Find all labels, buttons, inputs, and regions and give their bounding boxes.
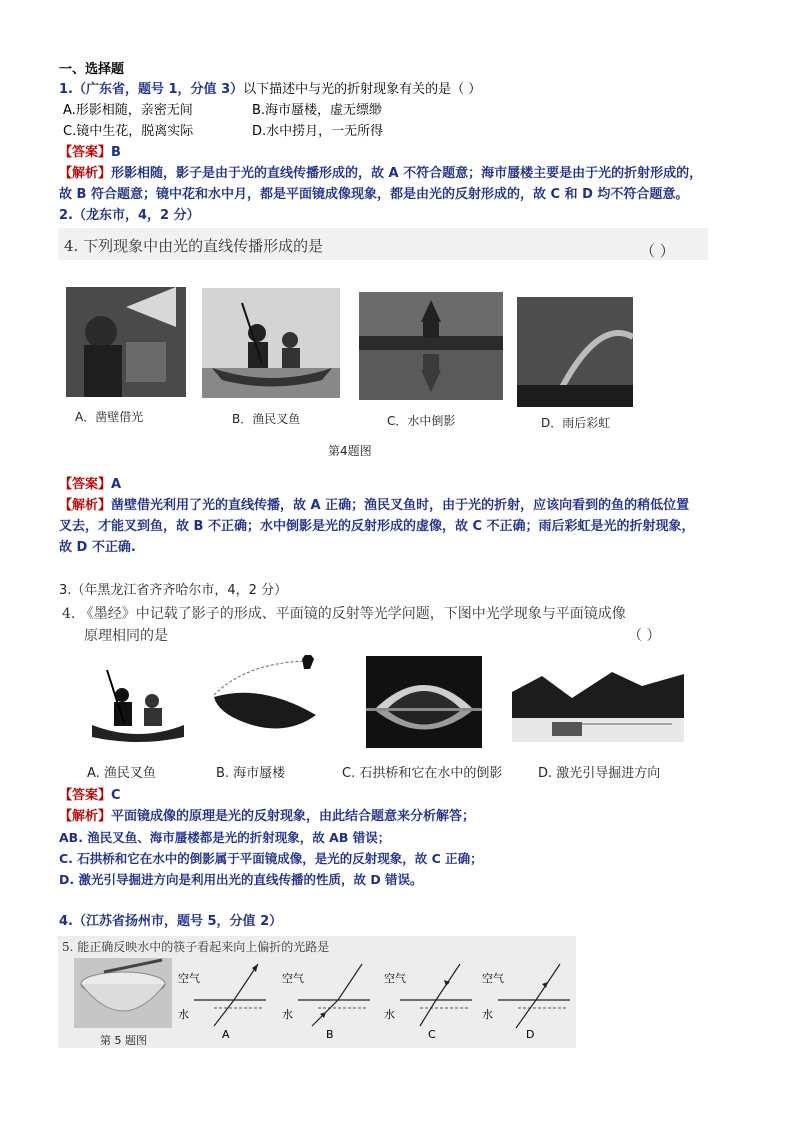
q3-analysis-line-4: D. 激光引导掘进方向是利用出光的直线传播的性质，故 D 错误。 xyxy=(59,872,423,887)
q1-option-d: D.水中捞月，一无所得 xyxy=(252,124,384,139)
q2-scanned-stem xyxy=(58,228,708,260)
q2-photo-d xyxy=(517,297,633,407)
q1-analysis-line-2: 故 B 符合题意；镜中花和水中月，都是平面镜成像现象，都是由光的反射形成的，故 C 和 D 均不符合题意。 xyxy=(59,187,689,202)
q3-picture-a xyxy=(92,665,184,745)
q3-analysis-line-2: AB. 渔民叉鱼、海市蜃楼都是光的折射现象，故 AB 错误； xyxy=(59,830,391,845)
q4-air-label-a: 空气 xyxy=(178,972,200,985)
q1-answer-tag: 【答案】 xyxy=(59,145,112,160)
q1-analysis-line-1: 【解析】形影相随，影子是由于光的直线传播形成的，故 A 不符合题意；海市蜃楼主要是由于光的折射形成的， xyxy=(59,166,703,181)
q1-option-a: A.形影相随，亲密无间 xyxy=(63,103,193,118)
q4-option-label-c: C xyxy=(428,1028,436,1041)
q2-analysis-tag: 【解析】 xyxy=(59,498,112,513)
q1-option-b: B.海市蜃楼，虚无缥缈 xyxy=(252,103,383,118)
q2-figure-caption: 第4题图 xyxy=(328,444,372,458)
q3-caption-a: A. 渔民叉鱼 xyxy=(87,766,156,781)
q3-answer xyxy=(59,785,121,806)
q3-header: 3.（年黑龙江省齐齐哈尔市，4，2 分） xyxy=(59,583,288,598)
q4-diagram-d xyxy=(478,956,574,1048)
q4-scanned-figure xyxy=(58,936,576,1048)
q3-picture-d xyxy=(512,662,684,742)
q2-photo-c xyxy=(359,292,503,400)
q2-analysis-line-2: 叉去，才能叉到鱼，故 B 不正确；水中倒影是光的反射形成的虚像，故 C 不正确；雨后彩虹是光的折射现象， xyxy=(59,519,695,534)
q4-diagram-b xyxy=(278,956,374,1048)
q4-diagram-a xyxy=(174,956,270,1048)
q4-water-label-b: 水 xyxy=(282,1008,293,1021)
q3-caption-d: D. 激光引导掘进方向 xyxy=(538,766,661,781)
q1-number: 1. xyxy=(59,82,73,97)
q4-diagram-c xyxy=(380,956,476,1048)
q3-picture-b xyxy=(206,655,324,735)
q1-answer-value: B xyxy=(111,145,121,160)
q4-bowl-photo xyxy=(74,958,172,1028)
q1-header xyxy=(59,79,481,100)
q3-picture-c xyxy=(366,656,482,748)
q2-scan-paren: （ ） xyxy=(640,242,675,260)
q3-scan-paren: （ ） xyxy=(628,628,661,644)
q4-air-label-d: 空气 xyxy=(482,972,504,985)
q4-water-label-a: 水 xyxy=(178,1008,189,1021)
q4-header: 4.（江苏省扬州市，题号 5，分值 2） xyxy=(59,914,283,929)
q3-analysis-line-3: C. 石拱桥和它在水中的倒影属于平面镜成像，是光的反射现象，故 C 正确； xyxy=(59,851,483,866)
q3-scan-line-2: 原理相同的是 xyxy=(84,628,168,644)
q2-caption-a: A．凿壁借光 xyxy=(75,410,144,424)
q3-caption-c: C. 石拱桥和它在水中的倒影 xyxy=(342,766,503,781)
q4-scan-stem: 5. 能正确反映水中的筷子看起来向上偏折的光路是 xyxy=(62,940,330,954)
q1-option-c: C.镜中生花，脱离实际 xyxy=(63,124,194,139)
q1-source: （广东省，题号 1，分值 3） xyxy=(72,82,244,97)
q4-option-label-b: B xyxy=(326,1028,334,1041)
q2-caption-d: D．雨后彩虹 xyxy=(541,416,611,430)
q2-caption-b: B．渔民叉鱼 xyxy=(232,412,301,426)
q1-stem: 以下描述中与光的折射现象有关的是（ ） xyxy=(243,82,482,97)
q3-answer-tag: 【答案】 xyxy=(59,788,112,803)
q1-analysis-tag: 【解析】 xyxy=(59,166,112,181)
q2-photo-b xyxy=(202,288,340,398)
q2-answer xyxy=(59,474,121,495)
q4-option-label-a: A xyxy=(222,1028,230,1041)
q4-option-label-d: D xyxy=(526,1028,535,1041)
q3-analysis-line-1: 【解析】平面镜成像的原理是光的反射现象，由此结合题意来分析解答； xyxy=(59,809,476,824)
q3-answer-value: C xyxy=(111,788,121,803)
q2-analysis-line-3: 故 D 不正确. xyxy=(59,540,136,555)
q3-caption-b: B. 海市蜃楼 xyxy=(216,766,286,781)
q2-caption-c: C．水中倒影 xyxy=(387,414,456,428)
q2-header: 2.（龙东市，4，2 分） xyxy=(59,208,200,223)
q4-water-label-c: 水 xyxy=(384,1008,395,1021)
q2-answer-tag: 【答案】 xyxy=(59,477,112,492)
q2-answer-value: A xyxy=(111,477,122,492)
q2-analysis-line-1: 【解析】凿壁借光利用了光的直线传播，故 A 正确；渔民叉鱼时，由于光的折射，应该向看到的鱼的稍低位置 xyxy=(59,498,690,513)
q4-air-label-b: 空气 xyxy=(282,972,304,985)
q4-water-label-d: 水 xyxy=(482,1008,493,1021)
q4-air-label-c: 空气 xyxy=(384,972,406,985)
q1-answer xyxy=(59,142,121,163)
q3-analysis-tag: 【解析】 xyxy=(59,809,112,824)
section-title: 一、选择题 xyxy=(59,62,125,77)
q2-photo-a xyxy=(66,287,186,397)
q3-scan-line-1: 4. 《墨经》中记载了影子的形成、平面镜的反射等光学问题，下图中光学现象与平面镜成像 xyxy=(62,606,626,622)
q4-figure-caption: 第 5 题图 xyxy=(100,1034,147,1047)
q2-scan-stem-text: 4. 下列现象中由光的直线传播形成的是 xyxy=(64,237,324,255)
